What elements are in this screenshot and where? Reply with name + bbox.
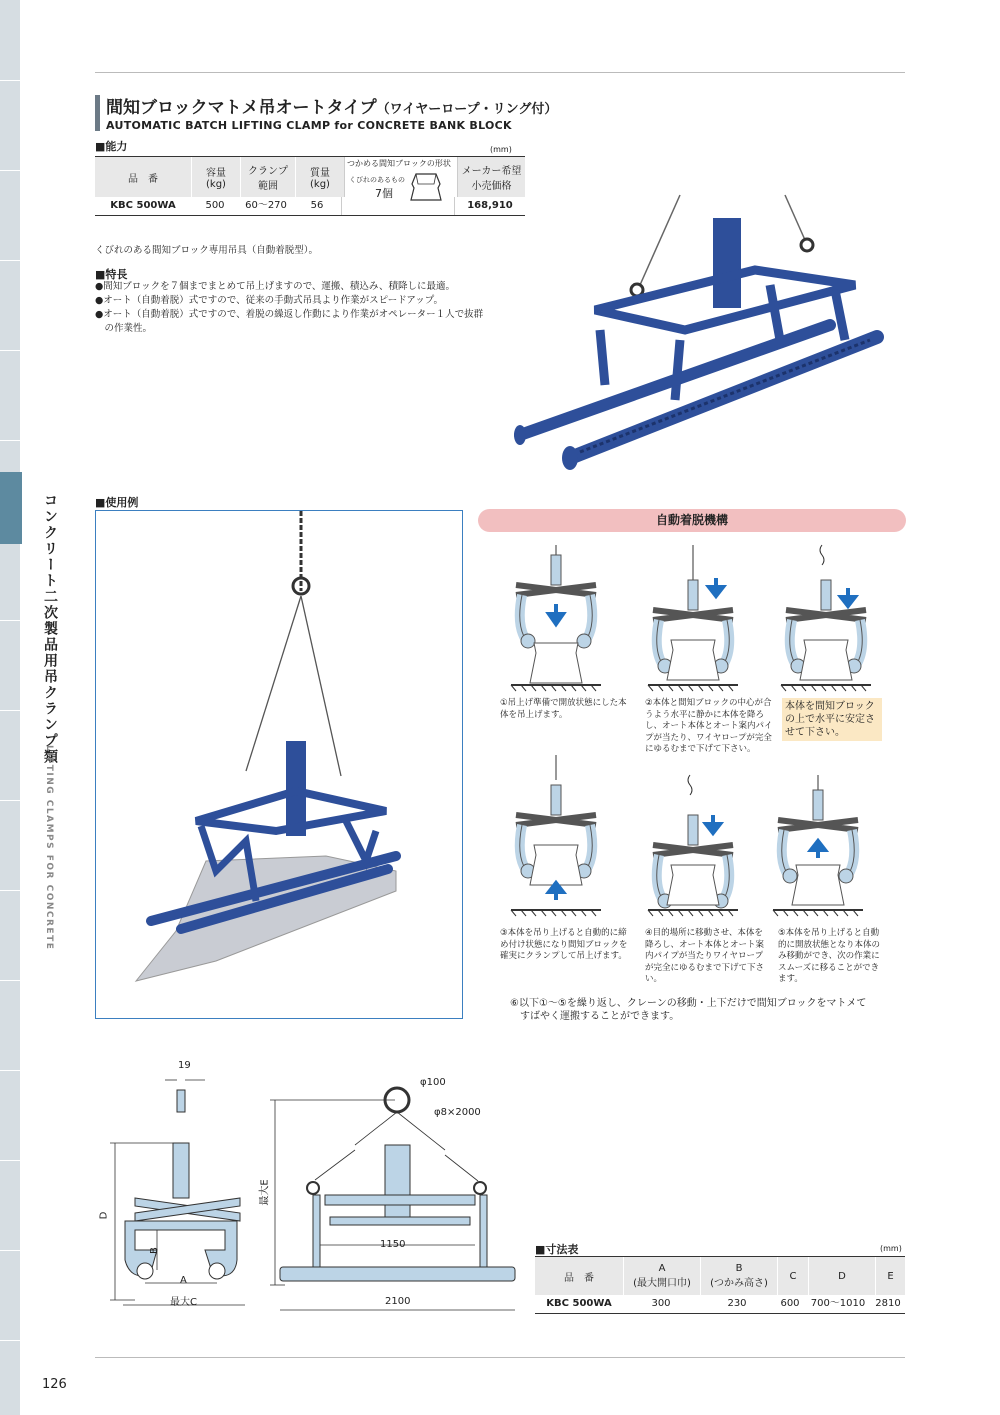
- dim-19: 19: [178, 1060, 191, 1071]
- usage-photo-frame: [95, 510, 463, 1019]
- dim-a: A: [180, 1275, 187, 1286]
- spec-header-weight: 質量 (kg): [295, 157, 344, 197]
- dim-2100: 2100: [385, 1296, 411, 1307]
- page-title: [106, 93, 557, 118]
- section-tab: [0, 472, 22, 544]
- spec-table: [95, 156, 525, 216]
- dim-cell-model: KBC 500WA: [546, 1298, 612, 1309]
- dim-e: 最大E: [259, 1179, 271, 1206]
- mechanism-step-4: ④目的場所に移動させ、本体を降ろし、オート本体とオート案内パイプが当たりワイヤロープが完全にゆるむまで下げて下さい。: [645, 928, 765, 984]
- title-main: 間知ブロックマトメ吊オートタイプ: [106, 98, 377, 118]
- features-section-label: ■特長: [95, 268, 128, 281]
- dim-cell-c: 600: [780, 1298, 800, 1309]
- dim-phi100: φ100: [420, 1077, 446, 1088]
- usage-photo: [96, 511, 462, 1018]
- dim-header-d: D: [808, 1257, 875, 1295]
- dim-header-model: 品 番: [564, 1272, 594, 1284]
- dim-header-a: A (最大開口巾): [623, 1257, 700, 1295]
- dim-cell-e: 2810: [875, 1298, 901, 1309]
- mechanism-summary: [510, 997, 866, 1023]
- feature-item: ●間知ブロックを７個までまとめて吊上げますので、運搬、積込み、積降しに最適。: [95, 281, 455, 292]
- dim-b: B: [148, 1247, 160, 1254]
- spec-cell-clamp-range: 60～270: [245, 200, 287, 211]
- mechanism-step-1: ①吊上げ準備で開放状態にした本体を吊上げます。: [500, 698, 627, 720]
- usage-section-label: ■使用例: [95, 496, 139, 509]
- dimension-table: [535, 1256, 905, 1314]
- feature-item: ●オート（自動着脱）式ですので、従来の手動式吊具より作業がスピードアップ。: [95, 295, 444, 306]
- block-note: くびれのあるもの: [349, 176, 405, 184]
- dim-1150: 1150: [380, 1239, 406, 1250]
- title-suffix: （ワイヤーロープ・リング付）: [376, 102, 558, 117]
- block-shape-icon: [408, 168, 444, 208]
- top-rule: [95, 72, 905, 73]
- dim-wire: φ8×2000: [434, 1107, 481, 1118]
- spec-unit: (mm): [490, 145, 512, 154]
- dimension-section-label: ■寸法表: [535, 1243, 579, 1256]
- summary-line-1: ⑥以下①～⑤を繰り返し、クレーンの移動・上下だけで間知ブロックをマトメて: [510, 998, 867, 1009]
- mechanism-step-3: ③本体を吊り上げると自動的に締め付け状態になり間知ブロックを確実にクランプして吊上げます。: [500, 928, 628, 961]
- feature-item: の作業性。: [95, 323, 153, 334]
- dim-header-e: E: [875, 1257, 905, 1295]
- page-number: 126: [42, 1377, 67, 1392]
- sidebar-stripe: [0, 0, 20, 1415]
- dim-header-b: B (つかみ高さ): [700, 1257, 777, 1295]
- summary-line-2: すばやく運搬することができます。: [520, 1011, 680, 1022]
- dim-cell-d: 700～1010: [810, 1298, 866, 1309]
- description: くびれのある間知ブロック専用吊具（自動着脱型）。: [95, 245, 319, 256]
- spec-cell-model: KBC 500WA: [110, 200, 176, 211]
- bottom-rule: [95, 1357, 905, 1358]
- spec-header-model: 品 番: [128, 173, 158, 185]
- feature-item: ●オート（自動着脱）式ですので、着脱の繰返し作動により作業がオペレーター１人で抜群: [95, 309, 484, 320]
- spec-cell-price: 168,910: [467, 200, 513, 211]
- title-bar: [95, 95, 100, 131]
- mechanism-step-5: ⑤本体を吊り上げると自動的に開放状態となり本体のみ移動ができ、次の作業にスムーズに移ることができます。: [778, 928, 881, 984]
- dim-c: 最大C: [170, 1297, 197, 1308]
- block-shape-label: つかめる間知ブロックの形状: [347, 159, 451, 168]
- mechanism-title: 自動着脱機構: [478, 509, 906, 532]
- spec-cell-weight: 56: [310, 200, 324, 211]
- technical-drawing: [95, 1055, 525, 1325]
- dimension-unit: (mm): [880, 1244, 902, 1253]
- spec-header-capacity: 容量 (kg): [191, 157, 240, 197]
- dim-d: D: [98, 1211, 110, 1220]
- dim-cell-a: 300: [651, 1298, 671, 1309]
- mechanism-note: 本体を間知ブロックの上で水平に安定させて下さい。: [782, 698, 882, 741]
- product-photo: [505, 190, 900, 480]
- mechanism-step-2: ②本体と間知ブロックの中心が合うよう水平に静かに本体を降ろし、オート本体とオート案内パイプが当たり、ワイヤロープが完全にゆるむまで下げて下さい。: [645, 698, 773, 754]
- block-count: 7個: [375, 187, 393, 200]
- spec-section-label: ■能力: [95, 140, 128, 153]
- spec-cell-capacity: 500: [205, 200, 225, 211]
- dim-header-c: C: [777, 1257, 808, 1295]
- sidebar-category-en: LIFTING CLAMPS FOR CONCRETE: [44, 745, 54, 951]
- spec-header-price: メーカー希望 小売価格: [461, 166, 522, 192]
- features-list: [95, 280, 535, 336]
- english-title: AUTOMATIC BATCH LIFTING CLAMP for CONCRETE BANK BLOCK: [106, 119, 512, 132]
- spec-header-clamp-range: クランプ 範囲: [240, 157, 295, 197]
- dim-cell-b: 230: [727, 1298, 747, 1309]
- sidebar-category-jp: コンクリート二次製品用吊クランプ類: [42, 493, 58, 765]
